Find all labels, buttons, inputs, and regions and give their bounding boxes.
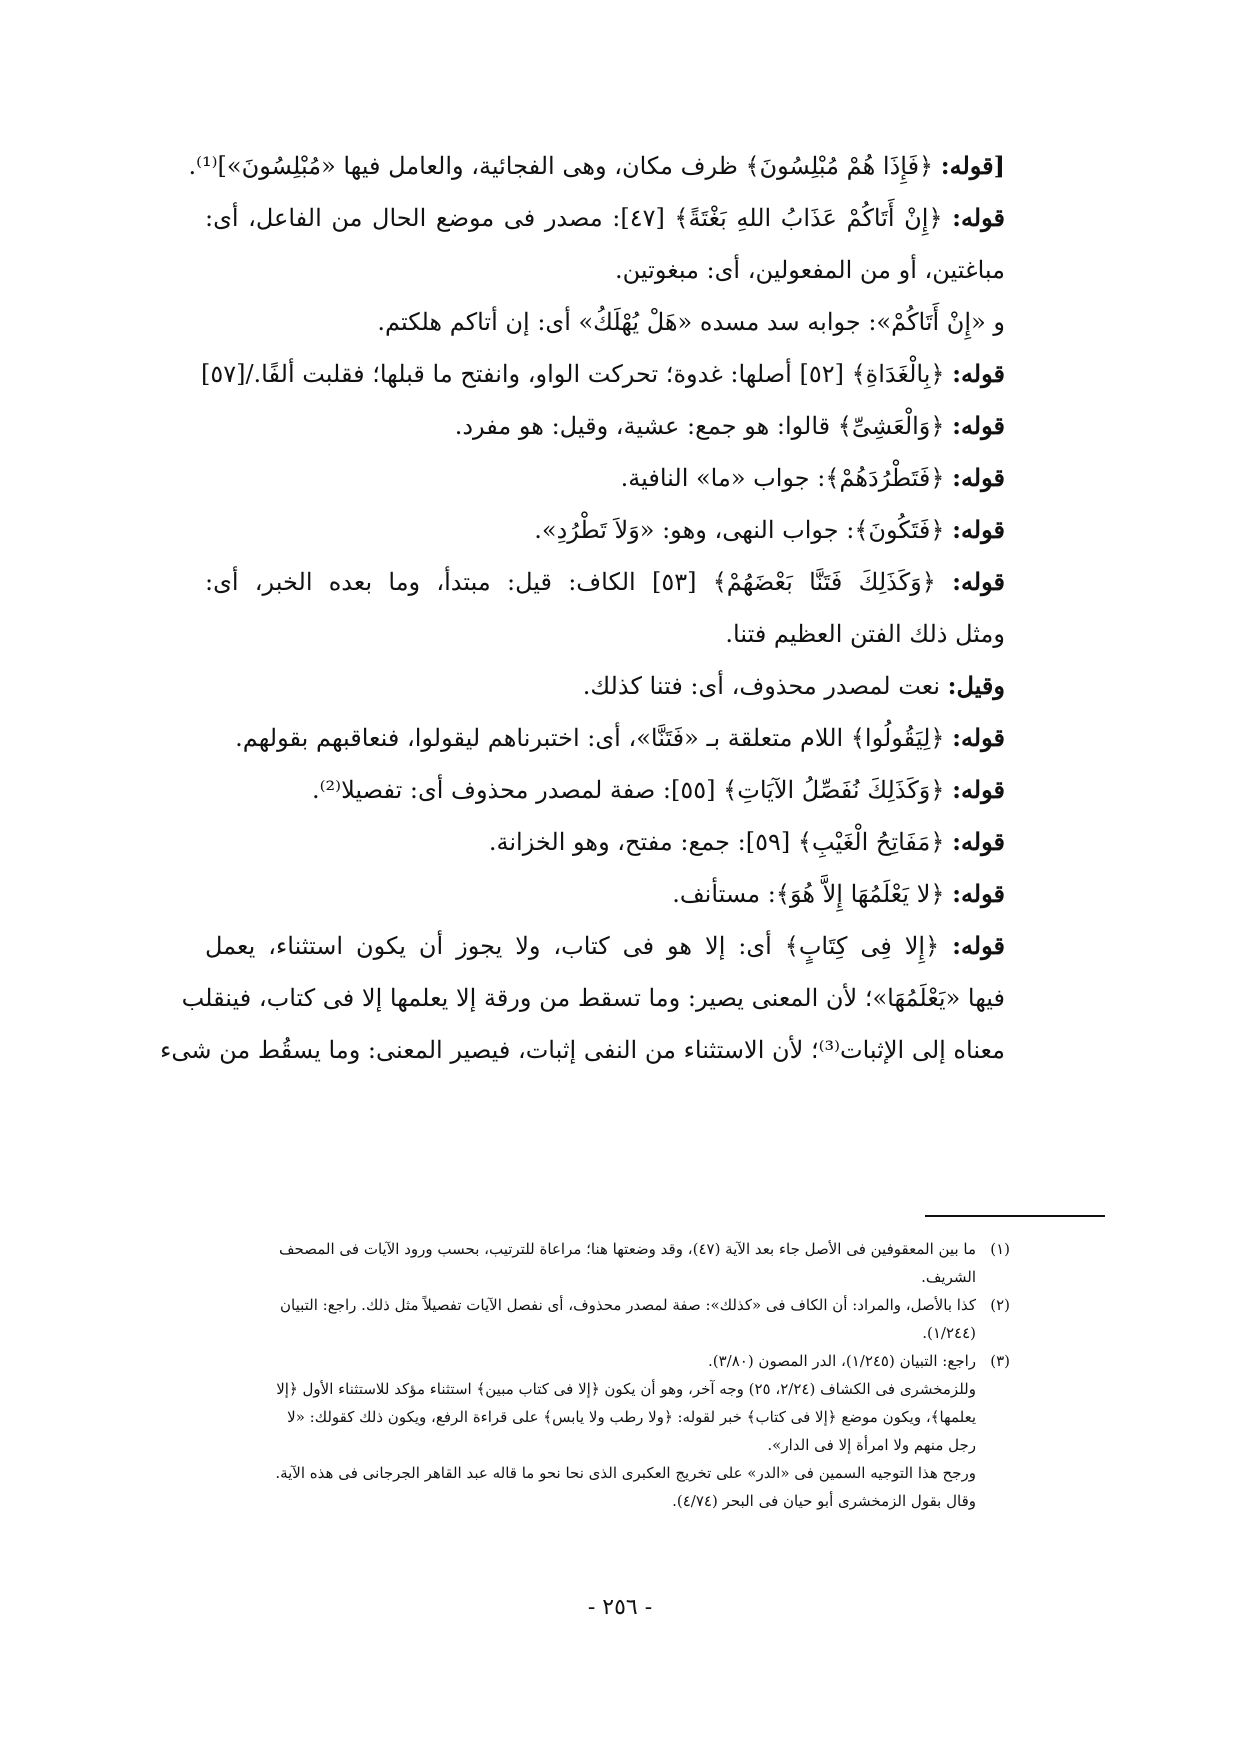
footnote-line	[200, 1403, 1010, 1431]
text-line	[205, 660, 1005, 712]
main-text	[160, 140, 1005, 1076]
text-line	[205, 400, 1005, 452]
line-body: ﴿فَتَطْرُدَهُمْ﴾: جواب «ما» النافية.	[620, 464, 953, 492]
line-key: قوله:	[952, 827, 1005, 856]
line-key: قوله:	[952, 879, 1005, 908]
text-line	[205, 504, 1005, 556]
text-line	[205, 920, 1005, 972]
line-body: ﴿لِيَقُولُوا﴾ اللام متعلقة بـ «فَتَنَّا»، أى: اختبرناهم ليقولوا، فنعاقبهم بقولهم.	[235, 724, 953, 752]
line-body: نعت لمصدر محذوف، أى: فتنا كذلك.	[582, 672, 948, 700]
text-line	[160, 1024, 1005, 1076]
text-line	[205, 712, 1005, 764]
line-body: ﴿وَكَذَلِكَ فَتَنَّا بَعْضَهُمْ﴾ [٥٣] الكاف: قيل: مبتدأ، وما بعده الخبر، أى:	[205, 568, 953, 596]
line-body: ﴿لا يَعْلَمُهَا إِلاَّ هُوَ﴾: مستأنف.	[672, 880, 953, 908]
text-line	[205, 868, 1005, 920]
footnote-text: الشريف.	[921, 1268, 976, 1286]
text-line	[205, 816, 1005, 868]
footnote-text: وللزمخشرى فى الكشاف (٢/٢٤، ٢٥) وجه آخر، وهو أن يكون ﴿إلا فى كتاب مبين﴾ استثناء مؤكد للاستثناء الأول ﴿إلا	[276, 1380, 976, 1398]
line-key: قوله:	[952, 775, 1005, 804]
footnote-number: (١)	[990, 1240, 1010, 1258]
text-line	[205, 556, 1005, 608]
line-body: ﴿إِلا فِى كِتَابٍ﴾ أى: إلا هو فى كتاب، ولا يجوز أن يكون استثناء، يعمل	[205, 932, 953, 960]
footnote-line	[200, 1291, 1010, 1319]
line-key: [قوله:	[940, 151, 1005, 180]
footnote-number: (٢)	[990, 1296, 1010, 1314]
footnotes	[200, 1235, 1010, 1515]
line-key: قوله:	[952, 723, 1005, 752]
line-key: وقيل:	[947, 671, 1005, 700]
line-body: ﴿وَكَذَلِكَ نُفَصِّلُ الآيَاتِ﴾ [٥٥]: صفة لمصدر محذوف أى: تفصيلا⁽²⁾.	[312, 776, 953, 804]
footnote-separator	[925, 1215, 1105, 1217]
text-line	[205, 192, 1005, 244]
line-body: مباغتين، أو من المفعولين، أى: مبغوتين.	[615, 256, 1005, 284]
text-line	[205, 608, 1005, 660]
footnote-line	[200, 1347, 1010, 1375]
footnote-text: ما بين المعقوفين فى الأصل جاء بعد الآية (٤٧)، وقد وضعتها هنا؛ مراعاة للترتيب، بحسب ورود الآيات فى المصحف	[279, 1240, 976, 1258]
footnote-line	[200, 1487, 1010, 1515]
footnote-line	[200, 1459, 1010, 1487]
footnote-text: رجل منهم ولا امرأة إلا فى الدار».	[767, 1436, 976, 1454]
footnote-text: كذا بالأصل، والمراد: أن الكاف فى «كذلك»: صفة لمصدر محذوف، أى نفصل الآيات تفصيلاً مثل ذلك. راجع: التبيان	[280, 1296, 976, 1314]
line-body: معناه إلى الإثبات⁽³⁾؛ لأن الاستثناء من النفى إثبات، فيصير المعنى: وما يسقُط من شىء	[160, 1036, 1005, 1064]
line-key: قوله:	[952, 203, 1005, 232]
line-body: فيها «يَعْلَمُهَا»؛ لأن المعنى يصير: وما تسقط من ورقة إلا يعلمها إلا فى كتاب، فينقلب	[181, 984, 1005, 1012]
text-line	[205, 452, 1005, 504]
line-body: و «إِنْ أَتَاكُمْ»: جوابه سد مسده «هَلْ يُهْلَكُ» أى: إن أتاكم هلكتم.	[377, 308, 1005, 336]
line-body: ﴿فَتَكُونَ﴾: جواب النهى، وهو: «وَلاَ تَطْرُدِ».	[534, 516, 953, 544]
line-body: ﴿فَإِذَا هُمْ مُبْلِسُونَ﴾ ظرف مكان، وهى الفجائية، والعامل فيها «مُبْلِسُونَ»]⁽¹⁾.	[188, 152, 941, 180]
line-body: ﴿وَالْعَشِىِّ﴾ قالوا: هو جمع: عشية، وقيل: هو مفرد.	[454, 412, 953, 440]
footnote-text: راجع: التبيان (١/٢٤٥)، الدر المصون (٣/٨٠).	[707, 1352, 976, 1370]
line-body: ومثل ذلك الفتن العظيم فتنا.	[725, 620, 1005, 648]
footnote-line	[200, 1235, 1010, 1263]
line-key: قوله:	[952, 463, 1005, 492]
text-line	[205, 244, 1005, 296]
footnote-line	[200, 1263, 1010, 1291]
footnote-number: (٣)	[990, 1352, 1010, 1370]
text-line	[181, 972, 1005, 1024]
line-body: ﴿بِالْغَدَاةِ﴾ [٥٢] أصلها: غدوة؛ تحركت الواو، وانفتح ما قبلها؛ فقلبت ألفًا./[٥٧]	[200, 360, 953, 388]
footnote-line	[200, 1375, 1010, 1403]
text-line	[188, 140, 1005, 192]
line-key: قوله:	[952, 359, 1005, 388]
footnote-text: وقال بقول الزمخشرى أبو حيان فى البحر (٤/٧٤).	[672, 1492, 976, 1510]
footnote-line	[200, 1431, 1010, 1459]
text-line	[200, 348, 1005, 400]
line-body: ﴿مَفَاتِحُ الْغَيْبِ﴾ [٥٩]: جمع: مفتح، وهو الخزانة.	[488, 828, 953, 856]
line-key: قوله:	[952, 515, 1005, 544]
text-line	[205, 764, 1005, 816]
line-body: ﴿إِنْ أَتَاكُمْ عَذَابُ اللهِ بَغْتَةً﴾ [٤٧]: مصدر فى موضع الحال من الفاعل، أى:	[205, 204, 953, 232]
page-number: - ٢٥٦ -	[587, 1595, 653, 1620]
footnote-text: (١/٢٤٤).	[922, 1324, 976, 1342]
line-key: قوله:	[952, 567, 1005, 596]
line-key: قوله:	[952, 411, 1005, 440]
text-line	[205, 296, 1005, 348]
footnote-text: يعلمها﴾، ويكون موضع ﴿إلا فى كتاب﴾ خبر لقوله: ﴿ولا رطب ولا يابس﴾ على قراءة الرفع، ويكون ذلك كقولك: «لا	[287, 1408, 976, 1426]
line-key: قوله:	[952, 931, 1005, 960]
footnote-text: ورجح هذا التوجيه السمين فى «الدر» على تخريج العكبرى الذى نحا نحو ما قاله عبد القاهر الجرجانى فى هذه الآية.	[275, 1464, 976, 1482]
footnote-line	[200, 1319, 1010, 1347]
